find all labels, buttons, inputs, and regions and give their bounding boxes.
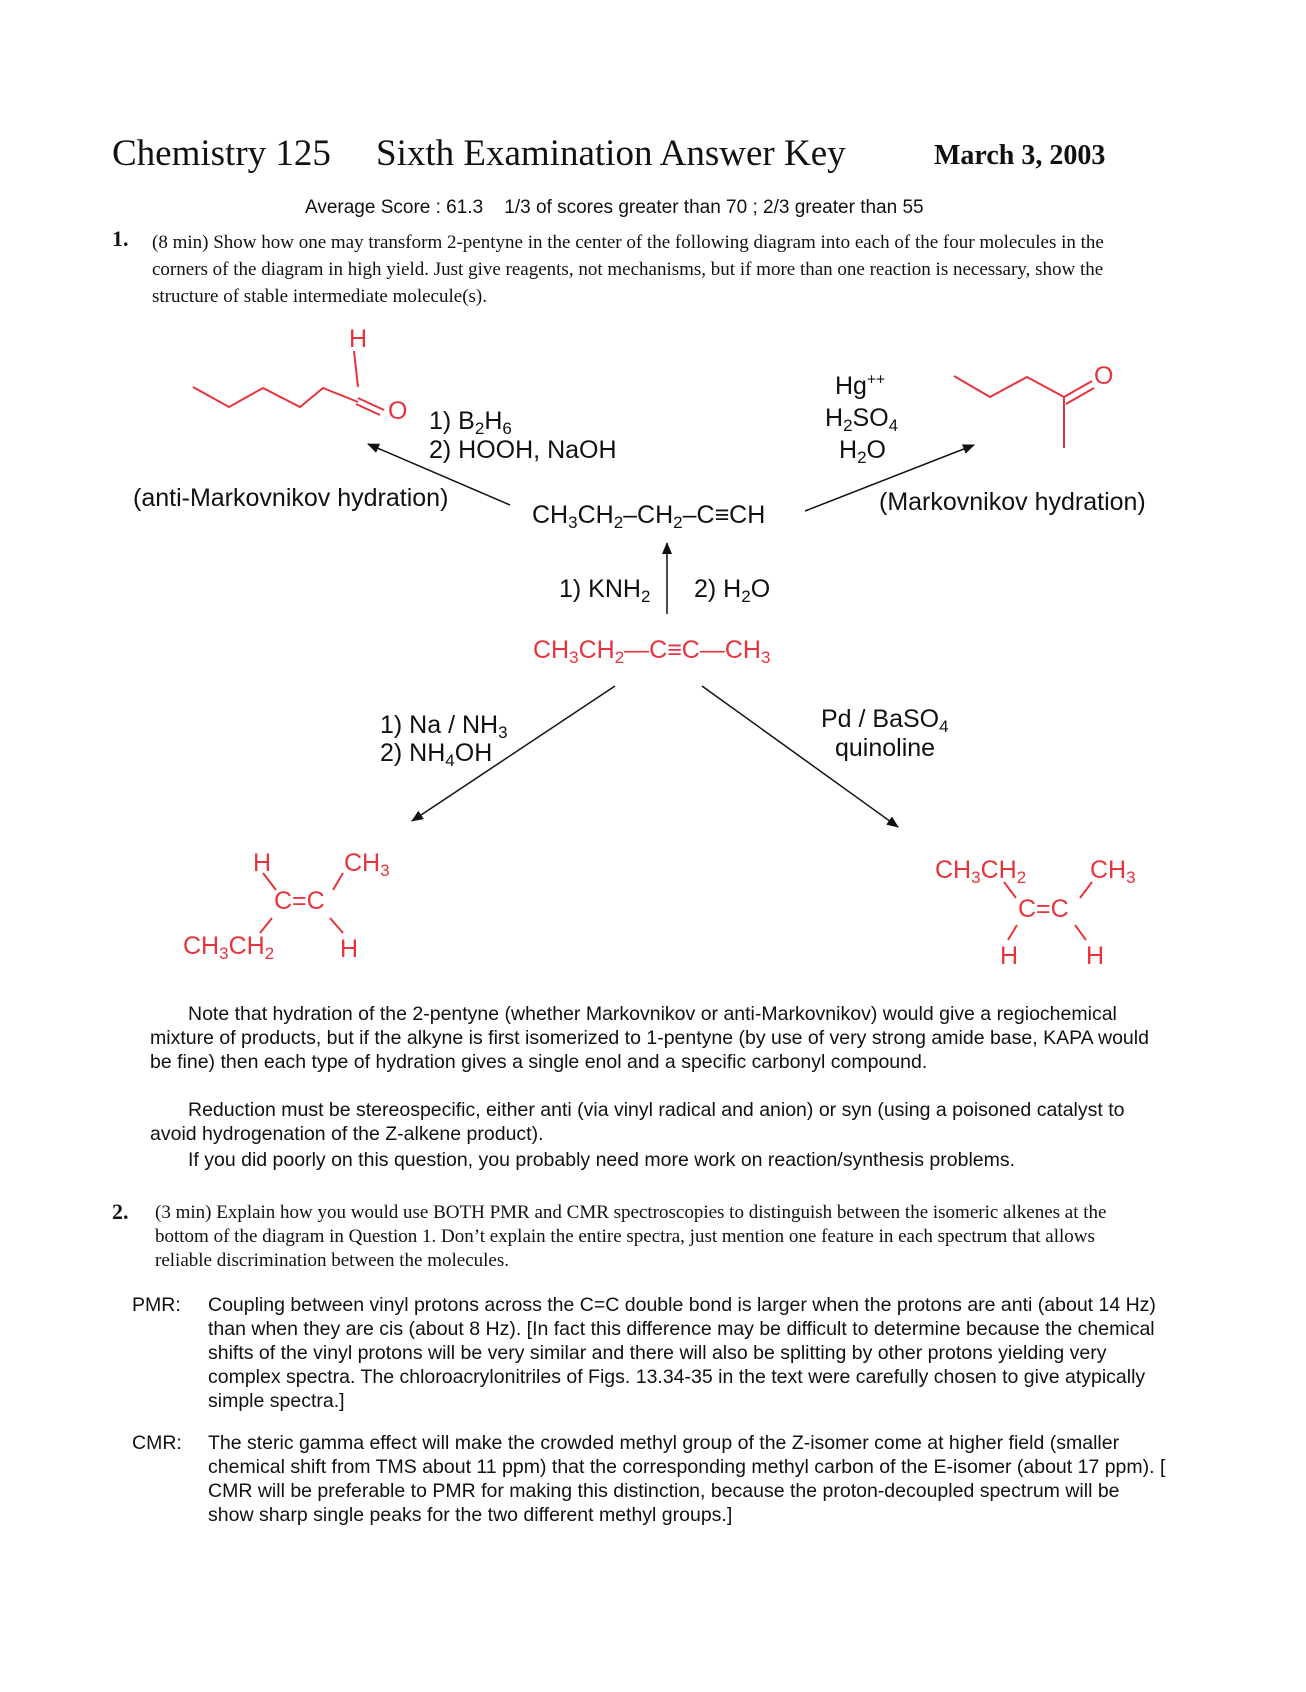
e-alkene-h-bottom: H (340, 935, 359, 963)
reagent-quinoline: quinoline (835, 734, 936, 762)
note-reduction: Reduction must be stereospecific, either anti (via vinyl radical and anion) or syn (using a poisoned catalyst to avoid hydrogenation of the Z-alkene product). (150, 1099, 1125, 1145)
aldehyde-h-label: H (349, 325, 368, 353)
z-alkene-c-eq-c: C=C (1018, 895, 1069, 923)
anti-markovnikov-label: (anti-Markovnikov hydration) (133, 484, 449, 512)
reagent-knh2: 1) $KNH_2$ (559, 575, 651, 606)
pmr-answer: Coupling between vinyl protons across the C=C double bond is larger when the protons are anti (about 14 Hz) than when they are cis (about 8 Hz). [In fact this difference may be difficult to determine because the chemical shifts of the vinyl protons will be very similar and there will also be splitting by other protons yielding very complex spectra. The chloroacrylonitriles of Figs. 13.34-35 in the text were carefully chosen to give atypically simple spectra.] (208, 1294, 1156, 1412)
reagent-h2o-step2: 2) $H_2O$ (694, 575, 771, 606)
note-advice: If you did poorly on this question, you probably need more work on reaction/synthesis problems. (188, 1149, 1016, 1171)
reagent-hooh: 2) HOOH, NaOH (429, 436, 617, 464)
z-alkene-h-right: H (1086, 942, 1105, 970)
exam-title: Sixth Examination Answer Key (376, 133, 846, 174)
cmr-answer: The steric gamma effect will make the crowded methyl group of the Z-isomer come at higher field (smaller chemical shift from TMS about 11 ppm) that the corresponding methyl carbon of the E-isomer (about 17 ppm). [ CMR will be preferable to PMR for making this distinction, because the proton-decoupled spectrum will be show sharp single peaks for the two different methyl groups.] (208, 1432, 1166, 1526)
question-2-number: 2. (112, 1199, 129, 1224)
question-2-prompt: (3 min) Explain how you would use BOTH PMR and CMR spectroscopies to distinguish between the isomeric alkenes at the bottom of the diagram in Question 1. Don’t explain the entire spectra, just mention one feature in each spectrum that allows reliable discrimination between the molecules. (155, 1202, 1107, 1271)
pentanal-structure (193, 351, 384, 415)
z-alkene-h-left: H (1000, 942, 1019, 970)
e-alkene-ch3: $CH_3$ (344, 849, 390, 880)
reagent-b2h6: 1) $B_2H_6$ (429, 407, 512, 438)
1-pentyne: $CH_3CH_2-CH_2-C\equiv CH$ (532, 501, 766, 532)
pmr-label: PMR: (132, 1294, 181, 1316)
reagent-nh4oh: 2) $NH_4OH$ (380, 739, 493, 770)
question-1-prompt: (8 min) Show how one may transform 2-pentyne in the center of the following diagram into each of the four molecules in the corners of the diagram in high yield. Just give reagents, not mechanisms, but if more than one reaction is necessary, show the structure of stable intermediate molecule(s). (152, 232, 1104, 307)
reagent-hg: Hg++ (835, 371, 886, 400)
e-alkene-ethyl: $CH_3CH_2$ (183, 932, 275, 963)
reagent-pd-baso4: Pd / BaSO$_4$ (821, 705, 949, 736)
z-alkene-ch3: $CH_3$ (1090, 856, 1136, 887)
exam-date: March 3, 2003 (934, 140, 1106, 171)
reagent-h2so4: $H_2SO_4$ (825, 404, 899, 435)
aldehyde-o-label: O (388, 397, 408, 425)
note-hydration: Note that hydration of the 2-pentyne (whether Markovnikov or anti-Markovnikov) would give a regiochemical mixture of products, but if the alkyne is first isomerized to 1-pentyne (by use of very strong amide base, KAPA would be fine) then each type of hydration gives a single enol and a specific carbonyl compound. (150, 1003, 1149, 1073)
2-pentyne: $CH_3CH_2—C\equiv C—CH_3$ (533, 636, 771, 667)
reagent-na-nh3: 1) Na / $NH_3$ (380, 711, 508, 742)
markovnikov-label: (Markovnikov hydration) (879, 488, 1146, 516)
question-1-number: 1. (112, 226, 129, 251)
e-alkene-c-eq-c: C=C (274, 887, 325, 915)
z-alkene-ethyl: $CH_3CH_2$ (935, 856, 1027, 887)
ketone-o-label: O (1094, 362, 1114, 390)
reagent-h2o: $H_2O$ (839, 436, 886, 467)
course-title: Chemistry 125 (112, 133, 331, 174)
pentanone-structure (954, 376, 1094, 448)
cmr-label: CMR: (132, 1432, 182, 1454)
e-alkene-h-top: H (253, 849, 272, 877)
score-stats: Average Score : 61.3 1/3 of scores greater than 70 ; 2/3 greater than 55 (305, 197, 924, 218)
